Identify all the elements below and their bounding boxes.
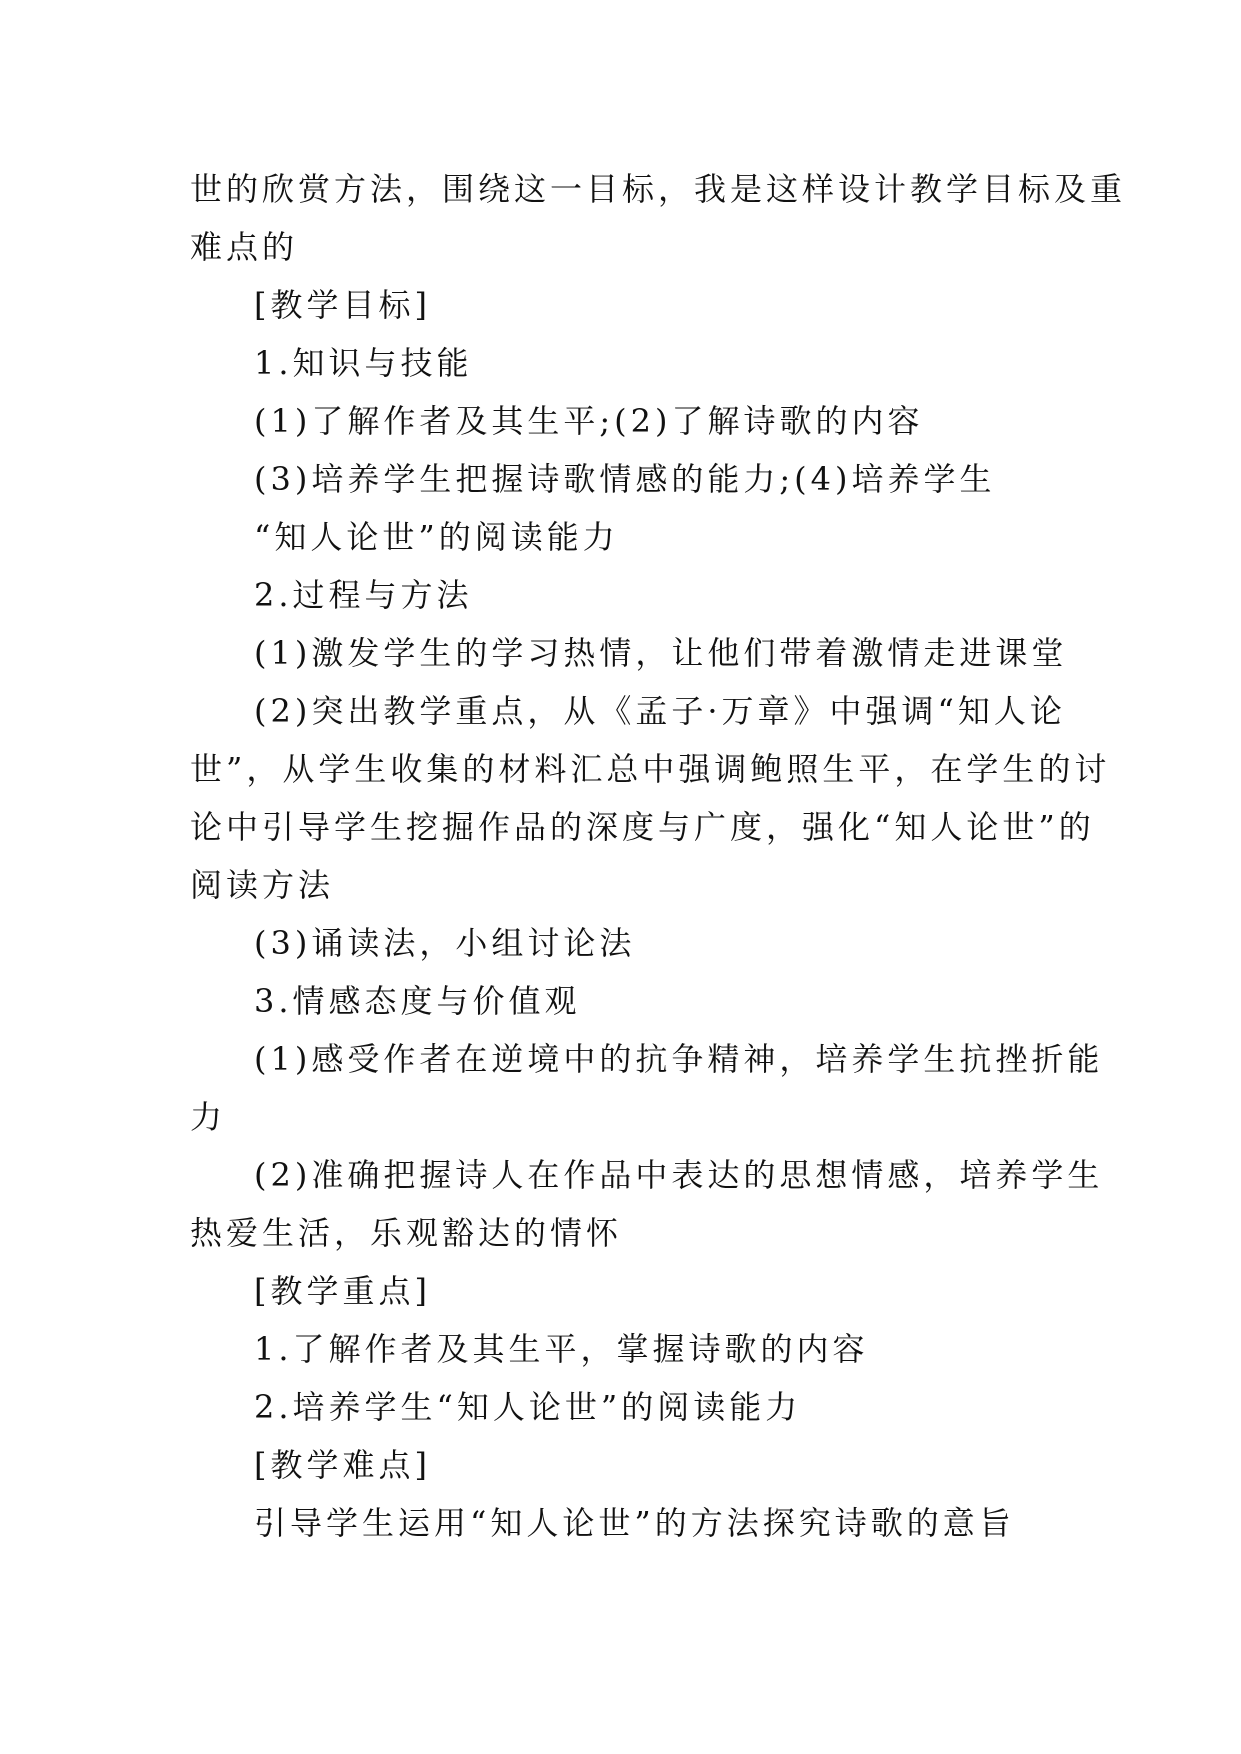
document-body bbox=[190, 160, 1127, 1552]
subheading-emotion-values: 3.情感态度与价值观 bbox=[254, 982, 581, 1020]
list-item: (1)感受作者在逆境中的抗争精神，培养学生抗挫折能 bbox=[254, 1040, 1104, 1078]
list-item: (3)培养学生把握诗歌情感的能力;(4)培养学生 bbox=[254, 460, 996, 498]
list-item-continuation: 热爱生活，乐观豁达的情怀 bbox=[190, 1214, 623, 1252]
paragraph-line: 世的欣赏方法，围绕这一目标，我是这样设计教学目标及重 bbox=[190, 170, 1127, 208]
list-item: (2)突出教学重点，从《孟子·万章》中强调“知人论 bbox=[254, 692, 1066, 730]
list-item-continuation: “知人论世”的阅读能力 bbox=[254, 518, 619, 556]
list-item: (1)了解作者及其生平;(2)了解诗歌的内容 bbox=[254, 402, 924, 440]
list-item: (2)准确把握诗人在作品中表达的思想情感，培养学生 bbox=[254, 1156, 1104, 1194]
list-item: 1.了解作者及其生平，掌握诗歌的内容 bbox=[254, 1330, 869, 1368]
subheading-knowledge-skills: 1.知识与技能 bbox=[254, 344, 473, 382]
list-item-continuation: 力 bbox=[190, 1098, 227, 1136]
paragraph-line: 难点的 bbox=[190, 228, 299, 266]
section-heading-objectives: [教学目标] bbox=[254, 286, 431, 324]
list-item-continuation: 世”，从学生收集的材料汇总中强调鲍照生平，在学生的讨 bbox=[190, 750, 1111, 788]
subheading-process-method: 2.过程与方法 bbox=[254, 576, 473, 614]
list-item: 2.培养学生“知人论世”的阅读能力 bbox=[254, 1388, 802, 1426]
list-item: (3)诵读法，小组讨论法 bbox=[254, 924, 636, 962]
paragraph-line: 引导学生运用“知人论世”的方法探究诗歌的意旨 bbox=[254, 1504, 1015, 1542]
list-item-continuation: 论中引导学生挖掘作品的深度与广度，强化“知人论世”的 bbox=[190, 808, 1095, 846]
list-item-continuation: 阅读方法 bbox=[190, 866, 335, 904]
list-item: (1)激发学生的学习热情，让他们带着激情走进课堂 bbox=[254, 634, 1068, 672]
section-heading-key-points: [教学重点] bbox=[254, 1272, 431, 1310]
section-heading-difficulties: [教学难点] bbox=[254, 1446, 431, 1484]
